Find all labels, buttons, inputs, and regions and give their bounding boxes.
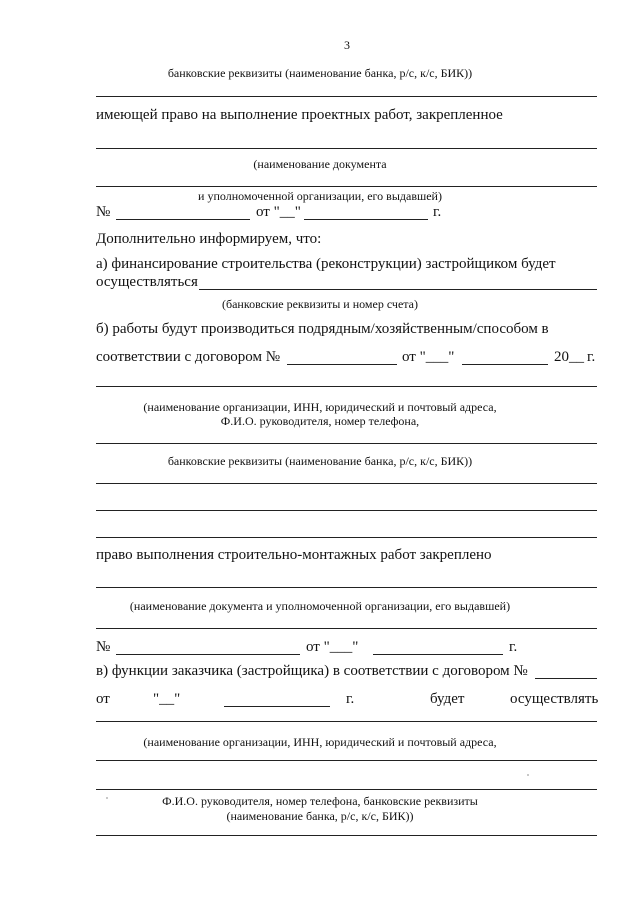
item-b-text: б) работы будут производиться подрядным/хозяйственным/способом в [96,321,549,337]
caption-bank-details: банковские реквизиты (наименование банка, р/с, к/с, БИК)) [167,66,473,80]
caption-final: Ф.И.О. руководителя, номер телефона, банковские реквизиты [162,794,478,808]
additionally-text: Дополнительно информируем, что: [96,231,322,247]
number-sign: № [96,204,111,220]
caption-bank-details-2: банковские реквизиты (наименование банка, р/с, к/с, БИК)) [167,454,473,468]
fill-line[interactable] [96,186,597,187]
caption-org-2: Ф.И.О. руководителя, номер телефона, [220,414,420,428]
item-v-text: в) функции заказчика (застройщика) в соответствии с договором № [96,663,528,679]
fill-line[interactable] [96,721,597,722]
fill-line[interactable] [96,96,597,97]
fill-line[interactable] [96,760,597,761]
customer-contract-number-field[interactable] [535,678,597,679]
fill-line[interactable] [96,443,597,444]
scan-speck [527,774,529,776]
fill-line[interactable] [96,835,597,836]
item-b-contract-text: соответствии с договором № [96,349,281,365]
year-label: г. [433,204,442,220]
item-a-text-2: осуществляться [96,274,198,290]
from-date-label: от "___" [306,639,359,655]
from-date-label: от "__" [256,204,301,220]
item-a-text: а) финансирование строительства (реконструкции) застройщиком будет [96,256,556,272]
caption-doc-org: и уполномоченной организации, его выдавшей) [198,189,442,203]
design-right-text: имеющей право на выполнение проектных работ, закрепленное [96,107,503,123]
year-prefix: 20__ [554,349,584,365]
fill-line[interactable] [96,628,597,629]
number-sign: № [96,639,111,655]
year-label: г. [587,349,596,365]
from-label: от [96,691,110,707]
page-number: 3 [344,38,350,52]
contract-date-field[interactable] [462,364,548,365]
fill-line[interactable] [96,148,597,149]
perform-label: осуществлять [510,691,599,707]
fill-line[interactable] [96,587,597,588]
doc-date-field[interactable] [373,654,503,655]
year-label: г. [509,639,518,655]
caption-org-3: (наименование организации, ИНН, юридический и почтовый адреса, [143,735,497,749]
caption-final-2: (наименование банка, р/с, к/с, БИК)) [226,809,414,823]
quote-label: "__" [153,691,181,707]
construction-right-text: право выполнения строительно-монтажных работ закреплено [96,547,492,563]
customer-contract-date-field[interactable] [224,706,330,707]
doc-number-field[interactable] [116,654,300,655]
will-label: будет [430,691,465,707]
fill-line[interactable] [96,386,597,387]
financing-field[interactable] [199,289,597,290]
caption-doc-name: (наименование документа [253,157,387,171]
doc-date-field[interactable] [304,219,428,220]
fill-line[interactable] [96,510,597,511]
fill-line[interactable] [96,537,597,538]
caption-bank-account: (банковские реквизиты и номер счета) [222,297,418,311]
year-label: г. [346,691,355,707]
caption-org: (наименование организации, ИНН, юридический и почтовый адреса, [143,400,497,414]
contract-number-field[interactable] [287,364,397,365]
from-date-label: от "___" [402,349,455,365]
fill-line[interactable] [96,789,597,790]
caption-doc-org-full: (наименование документа и уполномоченной организации, его выдавшей) [129,599,511,613]
fill-line[interactable] [96,483,597,484]
doc-number-field[interactable] [116,219,250,220]
